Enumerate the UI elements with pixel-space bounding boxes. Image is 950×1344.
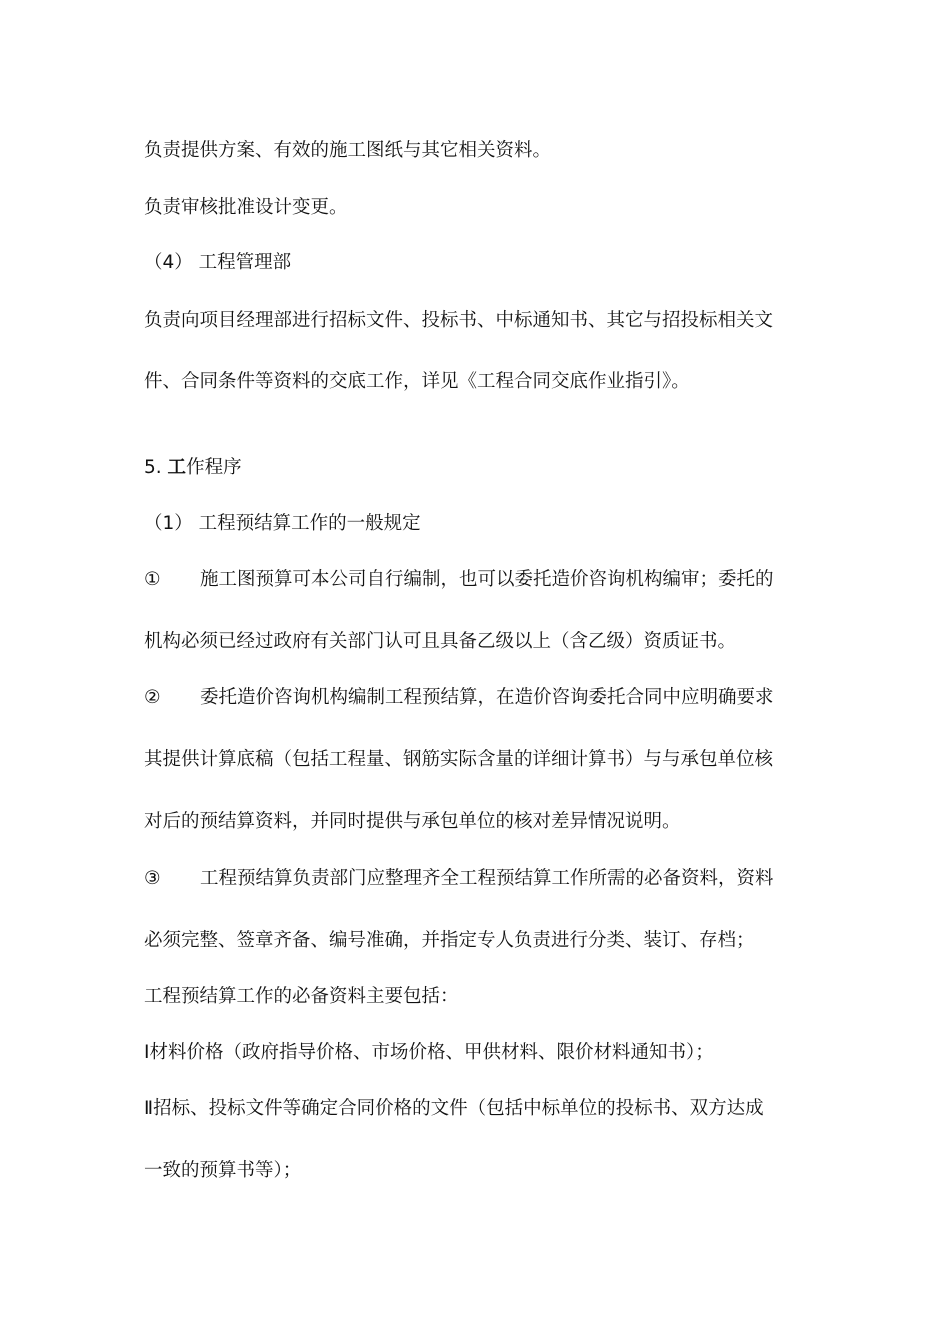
paragraph: 必须完整、签章齐备、编号准确，并指定专人负责进行分类、装订、存档； bbox=[144, 930, 755, 951]
section-heading bbox=[144, 455, 242, 481]
list-item bbox=[144, 567, 774, 593]
paragraph: 负责审核批准设计变更。 bbox=[144, 197, 348, 218]
section-number: 5. bbox=[144, 457, 162, 478]
item-marker: ② bbox=[144, 687, 161, 708]
subsection-heading: （1） 工程预结算工作的一般规定 bbox=[144, 513, 421, 534]
item-text: 施工图预算可本公司自行编制，也可以委托造价咨询机构编审；委托的 bbox=[200, 569, 774, 590]
paragraph: 负责提供方案、有效的施工图纸与其它相关资料。 bbox=[144, 140, 552, 161]
paragraph: 对后的预结算资料，并同时提供与承包单位的核对差异情况说明。 bbox=[144, 811, 681, 832]
section-title-bold: 工 bbox=[167, 457, 187, 478]
section-title: 作程序 bbox=[186, 457, 242, 478]
paragraph: 一致的预算书等）； bbox=[144, 1160, 302, 1181]
list-item bbox=[144, 866, 774, 892]
paragraph: 其提供计算底稿（包括工程量、钢筋实际含量的详细计算书）与与承包单位核 bbox=[144, 749, 774, 770]
list-item: Ⅰ材料价格（政府指导价格、市场价格、甲供材料、限价材料通知书）； bbox=[144, 1042, 714, 1063]
paragraph: 工程预结算工作的必备资料主要包括： bbox=[144, 986, 459, 1007]
paragraph: 件、合同条件等资料的交底工作，详见《工程合同交底作业指引》。 bbox=[144, 371, 690, 392]
paragraph: 负责向项目经理部进行招标文件、投标书、中标通知书、其它与招投标相关文 bbox=[144, 310, 774, 331]
section-heading: （4） 工程管理部 bbox=[144, 252, 292, 273]
paragraph: 机构必须已经过政府有关部门认可且具备乙级以上（含乙级）资质证书。 bbox=[144, 631, 737, 652]
item-marker: ③ bbox=[144, 868, 161, 889]
item-text: 工程预结算负责部门应整理齐全工程预结算工作所需的必备资料，资料 bbox=[200, 868, 774, 889]
list-item bbox=[144, 685, 774, 711]
item-marker: ① bbox=[144, 569, 161, 590]
item-text: 委托造价咨询机构编制工程预结算，在造价咨询委托合同中应明确要求 bbox=[200, 687, 774, 708]
list-item: Ⅱ招标、投标文件等确定合同价格的文件（包括中标单位的投标书、双方达成 bbox=[144, 1098, 764, 1119]
